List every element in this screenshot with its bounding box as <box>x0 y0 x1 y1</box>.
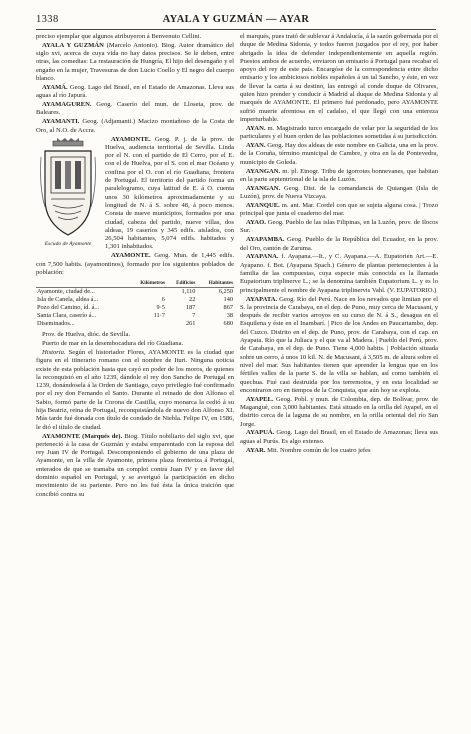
entry-headword: AYAR. <box>246 446 266 454</box>
table-header: Habitantes <box>196 279 234 288</box>
table-cell: Isla de Canela, aldea á... <box>37 296 99 304</box>
table-cell: 6,250 <box>218 288 233 296</box>
entry-headword: AYAPUÁ. <box>246 429 275 437</box>
entry-paragraph <box>240 236 438 253</box>
population-table <box>36 279 234 328</box>
entry-paragraph: Prov. de Huelva, dióc. de Sevilla. <box>42 331 131 339</box>
coat-of-arms-icon <box>39 137 97 239</box>
entry-headword: AYAMONTE (Marqués de). <box>42 432 123 440</box>
entry-paragraph: preciso ejemplar que algunos atribuyeron á Benvenuto Cellini. <box>36 33 202 40</box>
entry-text: m. Magistrado turco encargado de velar por la seguridad de los particulares y el buen orden de las poblaciones sometidas á su jurisdicción. <box>240 124 438 141</box>
entry-text: Geog. (Adjamanti.) Macizo montañoso de la Costa de Oro, al N.O. de Accra. <box>36 118 234 134</box>
entry-headword: AYAMÁ. <box>42 83 68 91</box>
entry-paragraph <box>36 349 234 432</box>
table-cell: 9·5 <box>156 304 165 312</box>
entry-text: Geog. Caserío del mun. de Lloseta, prov. de Baleares. <box>36 101 234 117</box>
figure-caption: Escudo de Ayamonte <box>44 240 92 247</box>
entry-headword: AYAN. <box>246 124 266 132</box>
table-row <box>36 304 234 312</box>
entry-paragraph <box>240 429 438 446</box>
header-rule <box>36 29 436 30</box>
entry-headword: AYANGAN. <box>246 167 281 175</box>
table-cell: 22 <box>189 296 196 304</box>
entry-text: (Marcelo Antonio). Biog. Autor dramático del siglo xvi, acerca de cuya vida no hay datos precisos. Se le deben, entre otras, las comedias: La restauración de Hungría, El hijo del desengaño y el engaño en la mujer, Travesuras de don Lucio Coello y El negro del cuerpo blanco. <box>36 41 234 83</box>
entry-text: Geog. Mun. de 1,445 edifs. con 7,500 habits. (ayamontinos), formado por los siguientes poblados de población: <box>36 252 234 276</box>
page-header <box>36 14 436 28</box>
entry-headword: AYAPEL. <box>246 395 274 403</box>
entry-text: Biog. Título nobiliario del siglo xvi, que perteneció á la casa de Guzmán y estaba emparentado con la esposa del rey Juan IV de Portugal. Descomponiendo el gobierno de una plaza de Ayamonte, en la villa de Ayamonte, primera plaza fronteriza á Portugal, enterados de que se tramaba un complot contra Juan IV y en favor del dominio español en Portugal, y se averiguó la participación en dicho movimiento de su pariente. Pero no les fué ésta la única traición que concibió contra su <box>36 432 234 498</box>
entry-headword: AYAMONTE. <box>111 135 151 143</box>
entry-text: Geog. Río del Perú. Nace en los nevados que limitan por el S. la provincia de Carabaya, en el dep. de Puno, muy cerca de Macusani, y después de recibir varios arroyos en su curso de N. á S., desagua en el Esquilena y éste en el Inambarí. | Pico de los Andes en Paucartambo, dep. del Cuzco. Distrito en el dep. de Puno, prov. de Carabaya, con el cap. en Ayapata. Río que la Juliaca y el que va al Madera. | Pueblo del Perú, prov. de Carabaya, en el dep. de Puno. Tiene 4,000 habits. | Población situada sobre un cerro, á unos 10 kil. N. de Macusani, á 3,505 m. de altura sobre el nivel del mar. Sus habitantes tienen que aprender la lengua que en los fértiles valles de la parte S. de la villa se hablan, así como también el quechua. Fué casi destruida por los terremotos, y en esta localidad se encontraron oro en tiempos de la Conquista, que aún hoy se explota. <box>240 295 438 394</box>
entry-paragraph <box>240 142 438 167</box>
entry-text: Geog. Dist. de la comandancia de Quiangan (Isla de Luzón), prov. de Nueva Vizcaya. <box>240 184 438 201</box>
table-header <box>36 279 128 288</box>
table-cell <box>128 288 166 297</box>
entry-paragraph <box>240 125 438 142</box>
entry-text: Mit. Nombre común de los cuatro jefes <box>265 446 371 454</box>
entry-headword: AYALA Y GUZMÁN <box>42 41 104 49</box>
entry-headword: AYAN. <box>246 142 266 150</box>
entry-headword: AYAPAMBA. <box>246 236 285 244</box>
entry-paragraph <box>36 84 234 101</box>
running-title: AYALA Y GUZMÁN — AYAR <box>162 14 310 25</box>
table-row <box>36 296 234 304</box>
table-cell: Diseminados... <box>37 320 75 328</box>
entry-headword: AYAMONTE. <box>111 252 151 260</box>
table-cell: 1,110 <box>181 288 196 296</box>
coat-of-arms-figure <box>36 137 100 255</box>
table-row <box>36 312 234 320</box>
entry-paragraph <box>36 101 234 118</box>
entry-text: Geog. Hay dos aldeas de este nombre en Galicia, una en la prov. de la Coruña, término municipal de Cambre, y otra en la de Pontevedra, municipio de Goleda. <box>240 142 438 166</box>
entry-text: Geog. Pueblo de la República del Ecuador, en la prov. del Oro, cantón de Zaruma. <box>240 236 438 252</box>
entry-text: Geog. Pueblo de las islas Filipinas, en la Luzón, prov. de Ilocos Sur. <box>240 219 438 235</box>
entry-text: Geog. Lago del Brasil, en el Estado de Amazonas. Lleva sus aguas al río Japurá. <box>36 83 234 100</box>
entry-paragraph <box>240 185 438 202</box>
entry-text: Geog. P. j. de la prov. de Huelva, audiencia territorial de Sevilla. Linda por el N. con el partido de El Cerro, por el E. con el de Huelva, por el S. con el mar Océano y confina por el O. con el río Guadiana, frontera de Portugal. El territorio del partido forma un paralelogramo, cuya latitud de E. á O. cuenta unos 30 kilómetros aproximadamente y su longitud de N. á S. sobre 48, á poco menos. Consta de nueve municipios, formados por una ciudad, cabeza del partido, nueve villas, dos aldeas, 19 caseríos y 345 edifs. aislados, con 26,504 habitantes, 5,074 edifs. habitados y 1,301 inhabitados. <box>105 135 234 251</box>
entry-text: Según el historiador Flores, AYAMONTE es la ciudad que figura en el itinerario romano con el nombre de Ituri. Ninguna noticia existe de esta población hasta que cayó en poder de los moros, de quienes la reconquistó en el año 1239, dándole el rey don Sancho de Portugal en 1239, donándosela á la Orden de Santiago, cuyo privilegio fué confirmado por el rey don Fernando el Santo. Durante el reinado de don Alfonso el Sabio, formó parte de la Corona de Castilla, cuyo monarca la cedió á su hija Beatriz, reina de Portugal, reconquistándola de nuevo don Alfonso XI. Más tarde fué donada con título de condado de Niebla. Felipe IV, en 1586, le dió el título de ciudad. <box>36 348 234 431</box>
table-header: Edificios <box>166 279 197 288</box>
entry-headword: AYAMANTI. <box>42 118 80 126</box>
entry-headword: AYAMAGUREN. <box>42 101 92 109</box>
table-row <box>36 288 234 297</box>
table-cell: 867 <box>223 304 233 312</box>
entry-paragraph <box>240 202 438 219</box>
table-header: Kilómetros <box>128 279 166 288</box>
table-cell: 261 <box>186 320 196 328</box>
entry-paragraph <box>240 447 438 455</box>
table-cell: 6 <box>161 296 165 304</box>
entry-text: m. ant. Mar. Cordel con que se sujeta alguna cosa. | Trozo principal que junta el cuaderno del mar. <box>240 201 438 218</box>
entry-paragraph <box>240 396 438 429</box>
entry-headword: AYAPANA. <box>246 253 279 261</box>
right-column <box>240 33 438 689</box>
table-cell: Ayamonte, ciudad de... <box>37 288 95 296</box>
table-header-row <box>36 279 234 288</box>
entry-paragraph <box>36 42 234 83</box>
entry-headword: AYANGAN. <box>246 184 281 192</box>
entry-paragraph <box>240 253 438 294</box>
entry-paragraph <box>36 252 234 277</box>
table-cell: 187 <box>186 304 196 312</box>
table-cell: 680 <box>223 320 233 328</box>
entry-headword: AYANQUE. <box>246 201 280 209</box>
entry-text: m. pl. Etnogr. Tribu de igorrotes bonnevanes, que habitan en la parte septentrional de la isla de Luzón. <box>240 167 438 183</box>
table-cell: 7 <box>192 312 196 320</box>
entry-text: f. Ayapana.—It., y C. Ayapana.—A. Eupatorien Art.—E. Ayapano. f. Bot. (Ayapana Spach.) Género de plantas pertenecientes á la familia de las compuestas, cuya especie más conocida es la llamada Eupatorium triplinerve L.; se la denomina también Eupatorium L. y es lo principalmente el nombre de Ayapana triplinervis Vahl. (V. EUPATORIO.) <box>240 253 438 294</box>
entry-paragraph <box>240 219 438 236</box>
entry-text: Geog. Lago del Brasil, en el Estado de Amazonas; lleva sus aguas al Purús. Es algo extenso. <box>240 429 438 445</box>
table-cell: Pozo del Camino, íd. á... <box>37 304 100 312</box>
table-row <box>36 320 234 328</box>
entry-paragraph <box>36 433 234 499</box>
table-cell: Santa Clara, caserío á... <box>37 312 97 320</box>
table-cell <box>128 320 166 328</box>
section-label: Historia. <box>42 348 66 356</box>
entry-headword: AYAPATA. <box>246 295 278 303</box>
entry-paragraph: el marqués, pues trató de sublevar á Andalucía, á la sazón gobernada por el duque de Medina Sidonia, y todos fueron juzgados por el rey, por haber abrigado la idea de defender independientemente en aquella región. Puestos ambos de acuerdo, enviaron un emisario á Portugal para recabar el apoyo del rey de este país. Encargóse de la correspondencia entre dicho emisario y los ambiciosos nobles españoles á un tal Sancho, y éste, en vez de llevar la carta á su destino, las entregó al conde duque de Olivares, quien hizo prender y conducir á Madrid al duque de Medina Sidonia y al marqués de AYAMONTE. El primero fué perdonado, pero AYAMONTE sufrió muerte afrentosa en el cadalso, el que llegó con una entereza imperturbable. <box>240 33 438 123</box>
entry-headword: AYAO. <box>246 219 266 227</box>
entry-paragraph: Puerto de mar en la desembocadura del río Guadiana. <box>42 340 184 348</box>
left-column <box>36 33 234 689</box>
table-cell: 140 <box>223 296 233 304</box>
page-number: 1338 <box>36 14 59 25</box>
entry-text: Geog. Pobl. y mun. de Colombia, dep. de Bolívar, prov. de Magangué, con 3,000 habitantes. Está situado en la orilla del Ayapel, en el distrito cerca de la laguna de su nombre, en la orilla oriental del río San Jorge. <box>240 395 438 428</box>
entry-paragraph <box>240 296 438 396</box>
entry-paragraph <box>36 118 234 135</box>
table-cell: 11·7 <box>153 312 165 320</box>
table-cell: 38 <box>226 312 233 320</box>
entry-paragraph <box>240 168 438 185</box>
